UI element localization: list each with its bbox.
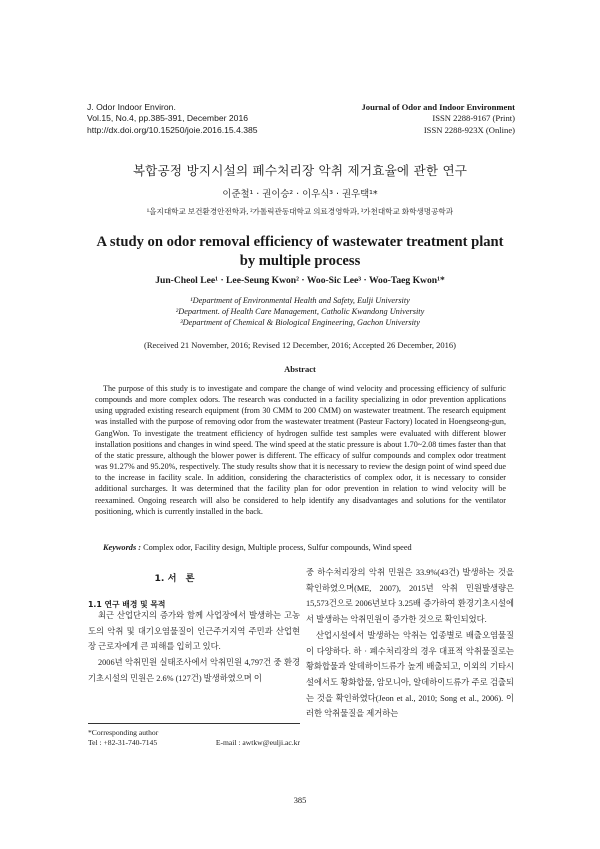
volume-info: Vol.15, No.4, pp.385-391, December 2016 [87, 113, 249, 124]
keywords-text: Complex odor, Facility design, Multiple process, Sulfur compounds, Wind speed [143, 543, 412, 552]
abstract-body [95, 383, 506, 517]
journal-name: Journal of Odor and Indoor Environment [361, 102, 515, 112]
korean-authors: 이준철¹ · 권이승² · 이우식³ · 권우택¹* [222, 189, 378, 200]
english-authors: Jun-Cheol Lee¹ · Lee-Seung Kwon² · Woo-Sic Lee³ · Woo-Taeg Kwon¹* [155, 275, 445, 286]
left-column-text [88, 608, 300, 687]
paragraph: 최근 산업단지의 증가와 함께 사업장에서 발생하는 고농도의 악취 및 대기오염물질이 인근주거지역 주민과 산업현장 근로자에게 큰 피해를 입히고 있다. [88, 611, 300, 652]
section-heading-introduction: 1. 서 론 [154, 573, 195, 584]
footnote-label: *Corresponding author [88, 728, 159, 737]
abstract-heading: Abstract [284, 364, 316, 374]
english-affiliations [0, 295, 600, 329]
affiliation-2: ²Department. of Health Care Management, Catholic Kwandong University [175, 307, 425, 317]
english-title [0, 233, 600, 271]
abstract-text: The purpose of this study is to investigate and compare the change of wind velocity and processing efficiency of sulfuric compounds and more complex odors. The research was conducted in a facility specializing in odor prevention applications using upgraded existing research equipment (from 30 CMM to 200 CMM) on wastewater treatment. The research equipment was installed with the purpose of removing odor from the wastewater treatment (Pasteur Factory) located in Hoengseong-gun, GangWon. To investigate the treatment efficiency of hydrogen sulfide test samples were evaluated with different blower installation positions and changes in wind speed. The wind speed at the static pressure is about 1.70~2.08 times faster than that of the static pressure, although the blower power is different. The efficacy of sulfur compounds and complex odor treatment was 91.27% and 95.20%, respectively. The study results show that it is necessary to review the design point of wind speed due to the increase in facility scale. In addition, considering the characteristics of complex odor, it is necessary to consider additional surcharges. It was determined that the facility plan for odor prevention in relation to wind velocity will be reexamined. Ongoing research will also be considered to help identify any disadvantages and solutions for the ventilator positioning, which is currently installed in the back. [95, 384, 506, 516]
korean-title: 복합공정 방지시설의 폐수처리장 악취 제거효율에 관한 연구 [132, 163, 468, 178]
korean-affiliations: ¹을지대학교 보건환경안전학과, ²가톨릭관동대학교 의료경영학과, ³가천대학교 화학생명공학과 [146, 207, 454, 216]
journal-issn-block [361, 102, 515, 136]
paragraph: 2006년 악취민원 실태조사에서 악취민원 4,797건 중 환경기초시설의 민원은 2.6% (127건) 발생하였으며 이 [88, 658, 300, 683]
keywords-line [103, 543, 412, 552]
footnote-tel: Tel : +82-31-740-7145 [88, 738, 158, 748]
footnote-contact [88, 738, 300, 748]
issn-print: ISSN 2288-9167 (Print) [432, 113, 515, 124]
journal-abbrev: J. Odor Indoor Environ. [87, 102, 176, 112]
subsection-heading: 1.1 연구 배경 및 목적 [88, 600, 166, 609]
english-title-line1: A study on odor removal efficiency of wastewater treatment plant [96, 234, 504, 250]
affiliation-1: ¹Department of Environmental Health and Safety, Eulji University [190, 296, 410, 305]
journal-citation [87, 102, 258, 136]
footnote-divider [88, 723, 300, 724]
paragraph: 산업시설에서 발생하는 악취는 업종별로 배출오염물질이 다양하다. 하 · 폐수처리장의 경우 대표적 악취물질로는 황화합물과 알데하이드류가 높게 배출되고, 이외의 기타시설에서도 황화합물, 암모니아, 알데하이드류가 주로 검출되는 것을 확인하였다(Jeon et al., 2010; Song et al., 2006). 이러한 악취물질을 제거하는 [306, 630, 514, 719]
doi-link[interactable]: http://dx.doi.org/10.15250/joie.2016.15.4.385 [87, 124, 258, 135]
paragraph: 중 하수처리장의 악취 민원은 33.9%(43건) 발생하는 것을 확인하였으며(ME, 2007), 2015년 악취 민원발생량은 15,573건으로 2006년보다 3.25배 증가하여 환경기초시설에서 발생하는 악취민원이 증가한 것으로 확인되었다. [306, 568, 514, 625]
english-title-line2: by multiple process [239, 253, 361, 269]
received-dates: (Received 21 November, 2016; Revised 12 December, 2016; Accepted 26 December, 2016) [144, 340, 456, 350]
footnote-email[interactable]: E-mail : awtkw@eulji.ac.kr [215, 738, 300, 748]
issn-online: ISSN 2288-923X (Online) [423, 124, 515, 135]
page-number: 385 [293, 796, 307, 805]
affiliation-3: ³Department of Chemical & Biological Engineering, Gachon University [180, 318, 420, 328]
right-column-text [306, 565, 514, 722]
keywords-label: Keywords : [103, 543, 142, 552]
corresponding-author-footnote [88, 728, 300, 748]
